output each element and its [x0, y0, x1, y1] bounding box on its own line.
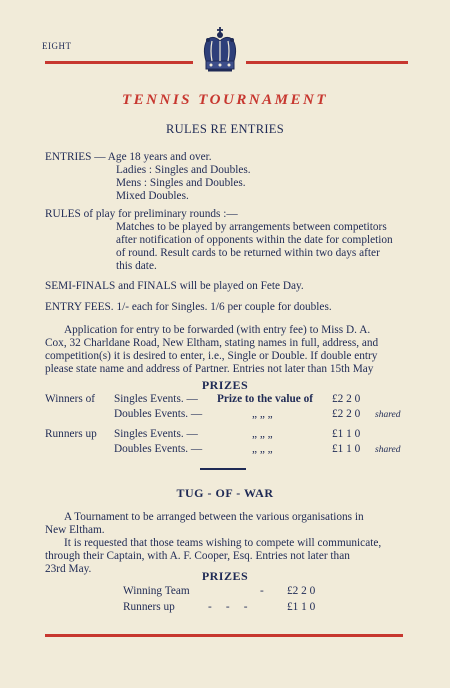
tug-p1-line-2: New Eltham.	[45, 524, 105, 536]
tug-p2-line-3: 23rd May.	[45, 563, 92, 575]
tennis-title: TENNIS TOURNAMENT	[122, 92, 328, 108]
prize-amount: £2 2 0	[332, 408, 361, 420]
rules-line-4: this date.	[116, 260, 157, 272]
prize-group: Runners up	[45, 428, 97, 440]
tug-prize-row	[0, 601, 450, 615]
prize-ditto: „ „ „	[252, 443, 273, 455]
prize-row	[0, 443, 450, 457]
tug-of-war-title: TUG - OF - WAR	[176, 486, 274, 500]
prize-row	[0, 428, 450, 442]
tug-prizes-heading: PRIZES	[201, 569, 249, 583]
rules-line-2: after notification of opponents within the date for completion	[116, 234, 393, 246]
section-divider	[200, 468, 246, 470]
semi-finals-note: SEMI-FINALS and FINALS will be played on Fete Day.	[45, 280, 304, 292]
prize-ditto: „ „ „	[252, 428, 273, 440]
tug-p2-line-1: It is requested that those teams wishing to compete will communicate,	[64, 537, 382, 549]
prize-note: shared	[375, 410, 401, 420]
prize-amount: £2 2 0	[332, 393, 361, 405]
bottom-rule	[45, 634, 403, 637]
entries-mens: Mens : Singles and Doubles.	[116, 177, 246, 189]
top-rule-left	[45, 61, 193, 64]
prize-event: Doubles Events. —	[114, 443, 203, 455]
prize-value-text: Prize to the value of	[217, 393, 313, 405]
prize-amount: £1 1 0	[332, 428, 361, 440]
prize-event: Singles Events. —	[114, 393, 198, 405]
application-line-4: please state name and address of Partner. Entries not later than 15th May	[45, 363, 374, 375]
royal-crown-icon	[196, 25, 244, 77]
tennis-prizes-heading: PRIZES	[201, 378, 249, 392]
tug-prize-row	[0, 585, 450, 599]
prize-ditto: „ „ „	[252, 408, 273, 420]
tug-p2-line-2: through their Captain, with A. F. Cooper, Esq. Entries not later than	[45, 550, 350, 562]
rules-line-3: of round. Result cards to be returned within two days after	[116, 247, 380, 259]
prize-group: Winners of	[45, 393, 96, 405]
prize-row	[0, 393, 450, 407]
prize-event: Singles Events. —	[114, 428, 198, 440]
tennis-subtitle: RULES RE ENTRIES	[166, 122, 284, 136]
entries-mixed: Mixed Doubles.	[116, 190, 189, 202]
entries-ladies: Ladies : Singles and Doubles.	[116, 164, 251, 176]
page-number-label: EIGHT	[42, 41, 72, 51]
prize-note: shared	[375, 445, 401, 455]
application-line-3: competition(s) it is desired to enter, i.e., Single or Double. If double entry	[45, 350, 378, 362]
tug-prize-label: Runners up	[123, 601, 175, 613]
prize-event: Doubles Events. —	[114, 408, 203, 420]
application-line-2: Cox, 32 Charldane Road, New Eltham, stating names in full, address, and	[45, 337, 379, 349]
prize-amount: £1 1 0	[332, 443, 361, 455]
entries-heading: ENTRIES — Age 18 years and over.	[45, 151, 212, 163]
tug-prize-label: Winning Team	[123, 585, 190, 597]
rules-line-1: Matches to be played by arrangements between competitors	[116, 221, 387, 233]
tug-prize-dashes: -	[260, 585, 264, 597]
tug-p1-line-1: A Tournament to be arranged between the various organisations in	[64, 511, 364, 523]
tug-prize-amount: £2 2 0	[287, 585, 316, 597]
entry-fees: ENTRY FEES. 1/- each for Singles. 1/6 per couple for doubles.	[45, 301, 332, 313]
tug-prize-dashes: - - -	[208, 601, 248, 613]
application-line-1: Application for entry to be forwarded (with entry fee) to Miss D. A.	[64, 324, 371, 336]
tug-prize-amount: £1 1 0	[287, 601, 316, 613]
top-rule-right	[246, 61, 408, 64]
prize-row	[0, 408, 450, 422]
rules-heading: RULES of play for preliminary rounds :—	[45, 208, 238, 220]
